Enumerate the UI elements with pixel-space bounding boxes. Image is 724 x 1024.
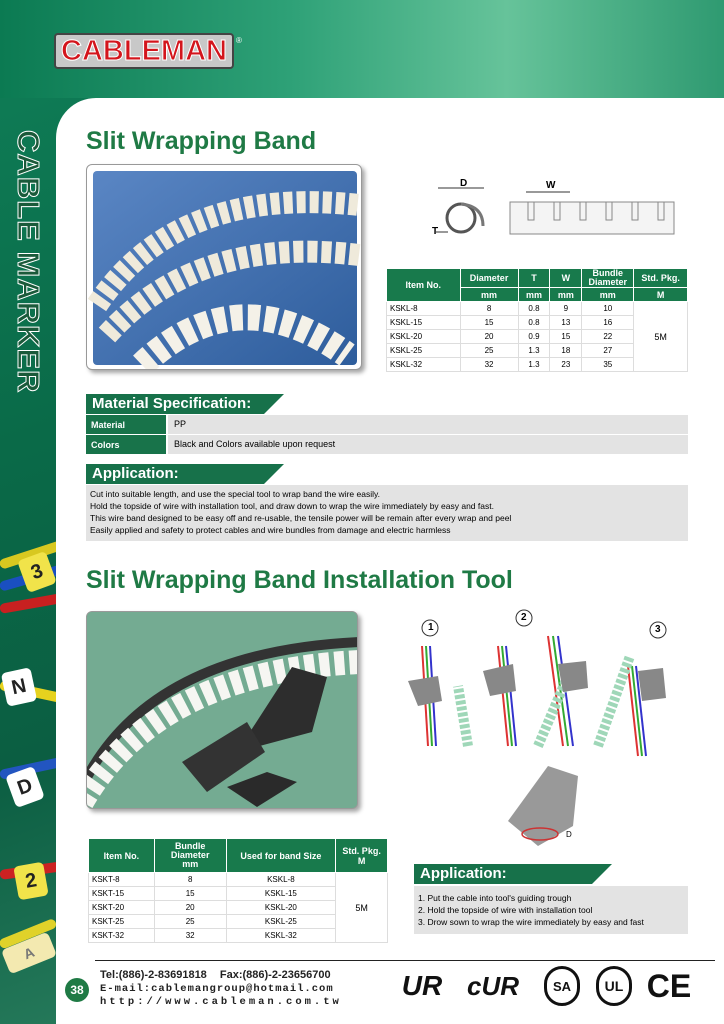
cell: KSKL-15 [226, 887, 336, 901]
colors-label: Colors [86, 435, 166, 454]
table-row [89, 873, 388, 887]
unit-header: mm [518, 288, 550, 302]
email-link[interactable]: E-mail:cablemangroup@hotmail.com [100, 983, 334, 995]
ul-mark: UL [596, 966, 632, 1006]
tel: Tel:(886)-2-83691818 [100, 969, 207, 981]
cell: 15 [550, 330, 582, 344]
cell: 15 [154, 887, 226, 901]
pkg-cell: 5M [634, 302, 688, 372]
wrapping-band-illustration [87, 165, 362, 370]
header-text: Std. Pkg. [342, 845, 381, 856]
cell: KSKL-15 [387, 316, 461, 330]
unit-header: M [634, 288, 688, 302]
registered-mark: ® [236, 36, 242, 45]
colors-row [86, 435, 688, 454]
application-title: Application: [86, 464, 264, 484]
cell: 1.3 [518, 344, 550, 358]
marker-label: 2 [13, 862, 48, 901]
application-line: This wire band designed to be easy off and re-usable, the tensile power will be remain after every wrap and peel [90, 513, 512, 523]
side-title: CABLE MARKER [11, 130, 46, 394]
marker-label: N [1, 667, 37, 706]
table-header: Diameter [460, 269, 518, 288]
contact-phone-fax [100, 969, 331, 981]
application-text [86, 485, 688, 541]
marker-label: 3 [17, 551, 57, 593]
cell: 22 [582, 330, 634, 344]
cell: 32 [460, 358, 518, 372]
cell: KSKT-20 [89, 901, 155, 915]
cell: KSKL-8 [387, 302, 461, 316]
table-header: Item No. [89, 839, 155, 873]
cell: KSKL-20 [387, 330, 461, 344]
cell: 25 [154, 915, 226, 929]
material-label: Material [86, 415, 166, 434]
cell: KSKT-8 [89, 873, 155, 887]
step-number: 1 [428, 622, 434, 633]
step-number: 2 [521, 612, 527, 623]
cell: KSKL-32 [387, 358, 461, 372]
header-text: Bundle Diameter [170, 841, 210, 860]
installation-tool-photo [86, 611, 358, 809]
wrapping-band-photo [86, 164, 362, 370]
unit-text: mm [182, 859, 199, 869]
cell: 1.3 [518, 358, 550, 372]
band-spec-table [386, 268, 688, 372]
application-line: Hold the topside of wire with installation tool, and draw down to wrap the wire immediately by easy and fast. [90, 501, 494, 511]
cell: 32 [154, 929, 226, 943]
cell: 15 [460, 316, 518, 330]
application-line: Cut into suitable length, and use the special tool to wrap band the wire easily. [90, 489, 380, 499]
material-value: PP [168, 415, 688, 434]
cell: KSKT-32 [89, 929, 155, 943]
cell: KSKT-15 [89, 887, 155, 901]
diagram-label-t: T [432, 226, 439, 237]
table-row [387, 302, 688, 316]
band-flat-diagram [508, 180, 678, 240]
cell: 20 [154, 901, 226, 915]
fax: Fax:(886)-2-23656700 [219, 969, 331, 981]
cell: 35 [582, 358, 634, 372]
tool-diagram-label: D [566, 830, 572, 839]
unit-header: mm [582, 288, 634, 302]
application-line: 3. Drow sown to wrap the wire immediately by easy and fast [418, 917, 644, 927]
cell: 0.9 [518, 330, 550, 344]
marker-label: D [5, 766, 45, 808]
application-line: 1. Put the cable into tool's guiding trough [418, 893, 572, 903]
section-title: Slit Wrapping Band [86, 127, 317, 155]
ur-mark: UR [401, 970, 443, 1001]
table-header: Std. Pkg. [634, 269, 688, 288]
cell: 0.8 [518, 302, 550, 316]
cell: KSKL-8 [226, 873, 336, 887]
table-header: Item No. [387, 269, 461, 302]
colors-value: Black and Colors available upon request [168, 435, 688, 454]
brand-name: CABLEMAN [61, 34, 227, 67]
cell: 13 [550, 316, 582, 330]
unit-header: mm [550, 288, 582, 302]
pkg-cell: 5M [336, 873, 388, 943]
cell: 20 [460, 330, 518, 344]
unit-header: mm [460, 288, 518, 302]
cell: KSKL-25 [387, 344, 461, 358]
material-spec-title: Material Specification: [86, 394, 264, 414]
table-header: Bundle Diameter [582, 269, 634, 288]
cell: 23 [550, 358, 582, 372]
cell: 10 [582, 302, 634, 316]
csa-mark: SA [544, 966, 580, 1006]
table-header [154, 839, 226, 873]
application-title: Application: [414, 864, 592, 884]
table-header: W [550, 269, 582, 288]
cell: 8 [460, 302, 518, 316]
cell: KSKL-20 [226, 901, 336, 915]
cell: 25 [460, 344, 518, 358]
installation-tool-illustration [87, 612, 358, 809]
cell: 9 [550, 302, 582, 316]
diagram-label-w: W [546, 180, 556, 191]
material-row [86, 415, 688, 434]
cell: KSKL-25 [226, 915, 336, 929]
cell: 8 [154, 873, 226, 887]
footer-divider [95, 960, 715, 961]
cur-mark: cUR [466, 970, 519, 1001]
cell: KSKT-25 [89, 915, 155, 929]
cell: 0.8 [518, 316, 550, 330]
table-header [336, 839, 388, 873]
diagram-label-d: D [460, 178, 468, 189]
installation-steps-diagram [398, 606, 690, 856]
application-line: 2. Hold the topside of wire with installation tool [418, 905, 593, 915]
band-cross-section-diagram [428, 176, 508, 246]
website-link[interactable]: http://www.cableman.com.tw [100, 996, 342, 1008]
step-number: 3 [655, 624, 661, 635]
ce-mark: CE [646, 967, 692, 1004]
section-title: Slit Wrapping Band Installation Tool [86, 566, 513, 594]
page-number: 38 [65, 978, 89, 1002]
table-header: T [518, 269, 550, 288]
brand-logo [54, 33, 234, 69]
application-text [414, 886, 688, 934]
application-line: Easily applied and safety to protect cables and wire bundles from damage and electric harmless [90, 525, 451, 535]
marker-label: A [1, 932, 57, 975]
cell: 27 [582, 344, 634, 358]
tool-spec-table [88, 838, 388, 943]
cell: 16 [582, 316, 634, 330]
cell: KSKL-32 [226, 929, 336, 943]
cell: 18 [550, 344, 582, 358]
table-header: Used for band Size [226, 839, 336, 873]
unit-text: M [357, 855, 366, 866]
